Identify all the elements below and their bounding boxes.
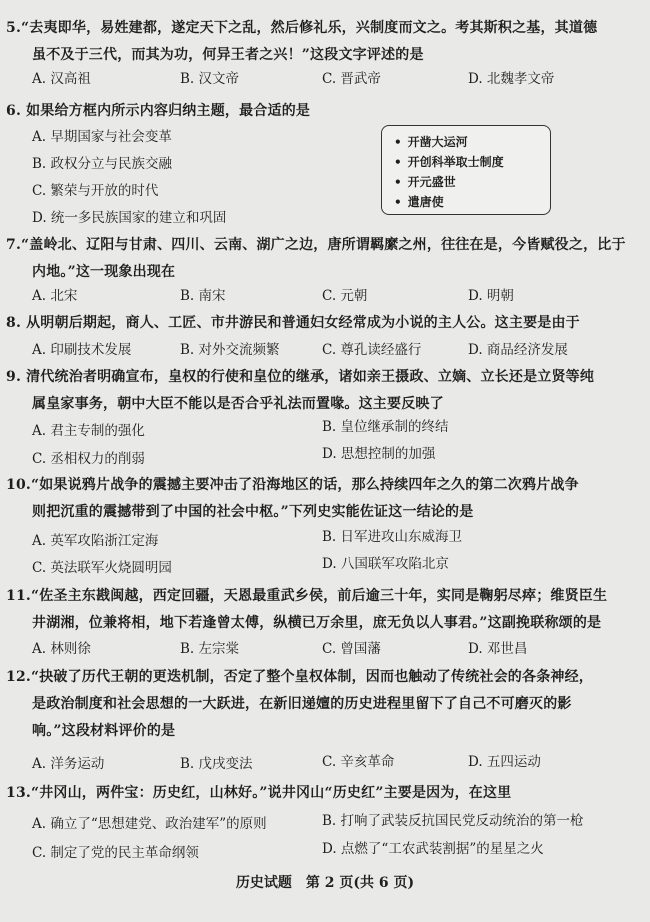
question-8-line-1: 8. 从明朝后期起，商人、工匠、市井游民和普通妇女经常成为小说的主人公。这主要是由于 xyxy=(6,315,580,331)
question-7-stem xyxy=(6,232,636,286)
question-5-stem xyxy=(6,15,636,69)
q10-option-d: D. 八国联军攻陷北京 xyxy=(322,556,449,572)
question-12-line-1: 12.“抉破了历代王朝的更迭机制，否定了整个皇权体制，因而也触动了传统社会的各条神经， xyxy=(6,669,594,685)
q9-option-b: B. 皇位继承制的终结 xyxy=(322,419,449,435)
question-7-line-1: 7.“盖岭北、辽阳与甘肃、四川、云南、湖广之边，唐所谓羁縻之州，往往在是，今皆赋役之，比于 xyxy=(6,237,626,253)
q9-option-d: D. 思想控制的加强 xyxy=(322,446,436,462)
question-6-line-1: 6. 如果给方框内所示内容归纳主题，最合适的是 xyxy=(6,103,311,119)
question-6-stem xyxy=(6,98,636,125)
question-9-line-1: 9. 清代统治者明确宣布，皇权的行使和皇位的继承，诸如亲王摄政、立嫡、立长还是立贤等纯 xyxy=(6,369,595,385)
q13-option-b: B. 打响了武装反抗国民党反动统治的第一枪 xyxy=(322,813,584,829)
q11-option-c: C. 曾国藩 xyxy=(322,641,381,657)
question-12-stem xyxy=(6,664,636,745)
q13-option-c: C. 制定了党的民主革命纲领 xyxy=(32,845,199,861)
q12-option-b: B. 戊戌变法 xyxy=(180,756,253,772)
question-5-line-1: 5.“去夷即华，易姓建都，遂定天下之乱，然后修礼乐，兴制度而文之。考其斯积之基，其道德 xyxy=(6,20,598,36)
question-12-line-3: 响。”这段材料评价的是 xyxy=(32,723,176,739)
question-8-stem xyxy=(6,310,636,337)
q6-option-d: D. 统一多民族国家的建立和巩固 xyxy=(32,210,227,226)
q9-option-c: C. 丞相权力的削弱 xyxy=(32,451,145,467)
question-13-line-1: 13.“井冈山，两件宝：历史红，山林好。”说井冈山“历史红”主要是因为，在这里 xyxy=(6,785,512,801)
q11-option-b: B. 左宗棠 xyxy=(180,641,240,657)
q7-option-b: B. 南宋 xyxy=(180,288,226,304)
q10-option-b: B. 日军进攻山东威海卫 xyxy=(322,529,463,545)
question-7-line-2: 内地。”这一现象出现在 xyxy=(32,264,176,280)
summary-box xyxy=(381,125,551,215)
question-13-stem xyxy=(6,780,636,807)
q5-option-a: A. 汉高祖 xyxy=(32,71,91,87)
box-item: • 遣唐使 xyxy=(394,192,550,212)
q5-option-c: C. 晋武帝 xyxy=(322,71,381,87)
question-10-stem xyxy=(6,472,636,526)
q12-option-d: D. 五四运动 xyxy=(468,754,541,770)
q5-option-b: B. 汉文帝 xyxy=(180,71,240,87)
question-11-line-2: 井湖湘，位兼将相，地下若逢曾太傅，纵横已万余里，庶无负以人事君。”这副挽联称颂的是 xyxy=(32,615,602,631)
question-10-line-1: 10.“如果说鸦片战争的震撼主要冲击了沿海地区的话，那么持续四年之久的第二次鸦片战争 xyxy=(6,477,579,493)
q13-option-d: D. 点燃了“工农武装割据”的星星之火 xyxy=(322,841,544,857)
q8-option-b: B. 对外交流频繁 xyxy=(180,342,280,358)
question-9-stem xyxy=(6,364,636,418)
q6-option-b: B. 政权分立与民族交融 xyxy=(32,156,173,172)
q10-option-a: A. 英军攻陷浙江定海 xyxy=(32,533,159,549)
question-12-line-2: 是政治制度和社会思想的一大跃进，在新旧递嬗的历史进程里留下了自己不可磨灭的影 xyxy=(32,696,572,712)
q11-option-d: D. 邓世昌 xyxy=(468,641,528,657)
q6-option-a: A. 早期国家与社会变革 xyxy=(32,129,172,145)
q7-option-a: A. 北宋 xyxy=(32,288,78,304)
q13-option-a: A. 确立了“思想建党、政治建军”的原则 xyxy=(32,816,267,832)
question-10-line-2: 则把沉重的震撼带到了中国的社会中枢。”下列史实能佐证这一结论的是 xyxy=(32,504,474,520)
q6-option-c: C. 繁荣与开放的时代 xyxy=(32,183,159,199)
box-item: • 开创科举取士制度 xyxy=(394,152,550,172)
question-11-line-1: 11.“佐圣主东戡闽越，西定回疆，天恩最重武乡侯，前后逾三十年，实同是鞠躬尽瘁；维贤臣生 xyxy=(6,588,608,604)
q8-option-a: A. 印刷技术发展 xyxy=(32,342,132,358)
q8-option-d: D. 商品经济发展 xyxy=(468,342,568,358)
q12-option-a: A. 洋务运动 xyxy=(32,756,105,772)
q11-option-a: A. 林则徐 xyxy=(32,641,91,657)
question-5-line-2: 虽不及于三代，而其为功，何异王者之兴！”这段文字评述的是 xyxy=(32,47,424,63)
question-11-stem xyxy=(6,583,636,637)
question-9-line-2: 属皇家事务，朝中大臣不能以是否合乎礼法而置喙。这主要反映了 xyxy=(32,396,444,412)
q7-option-d: D. 明朝 xyxy=(468,288,514,304)
q5-option-d: D. 北魏孝文帝 xyxy=(468,71,555,87)
q8-option-c: C. 尊孔读经盛行 xyxy=(322,342,422,358)
q12-option-c: C. 辛亥革命 xyxy=(322,754,395,770)
page-footer: 历史试题 第 2 页(共 6 页) xyxy=(235,875,415,891)
q9-option-a: A. 君主专制的强化 xyxy=(32,423,145,439)
q7-option-c: C. 元朝 xyxy=(322,288,368,304)
q10-option-c: C. 英法联军火烧圆明园 xyxy=(32,560,172,576)
box-item: • 开凿大运河 xyxy=(394,132,550,152)
box-item: • 开元盛世 xyxy=(394,172,550,192)
